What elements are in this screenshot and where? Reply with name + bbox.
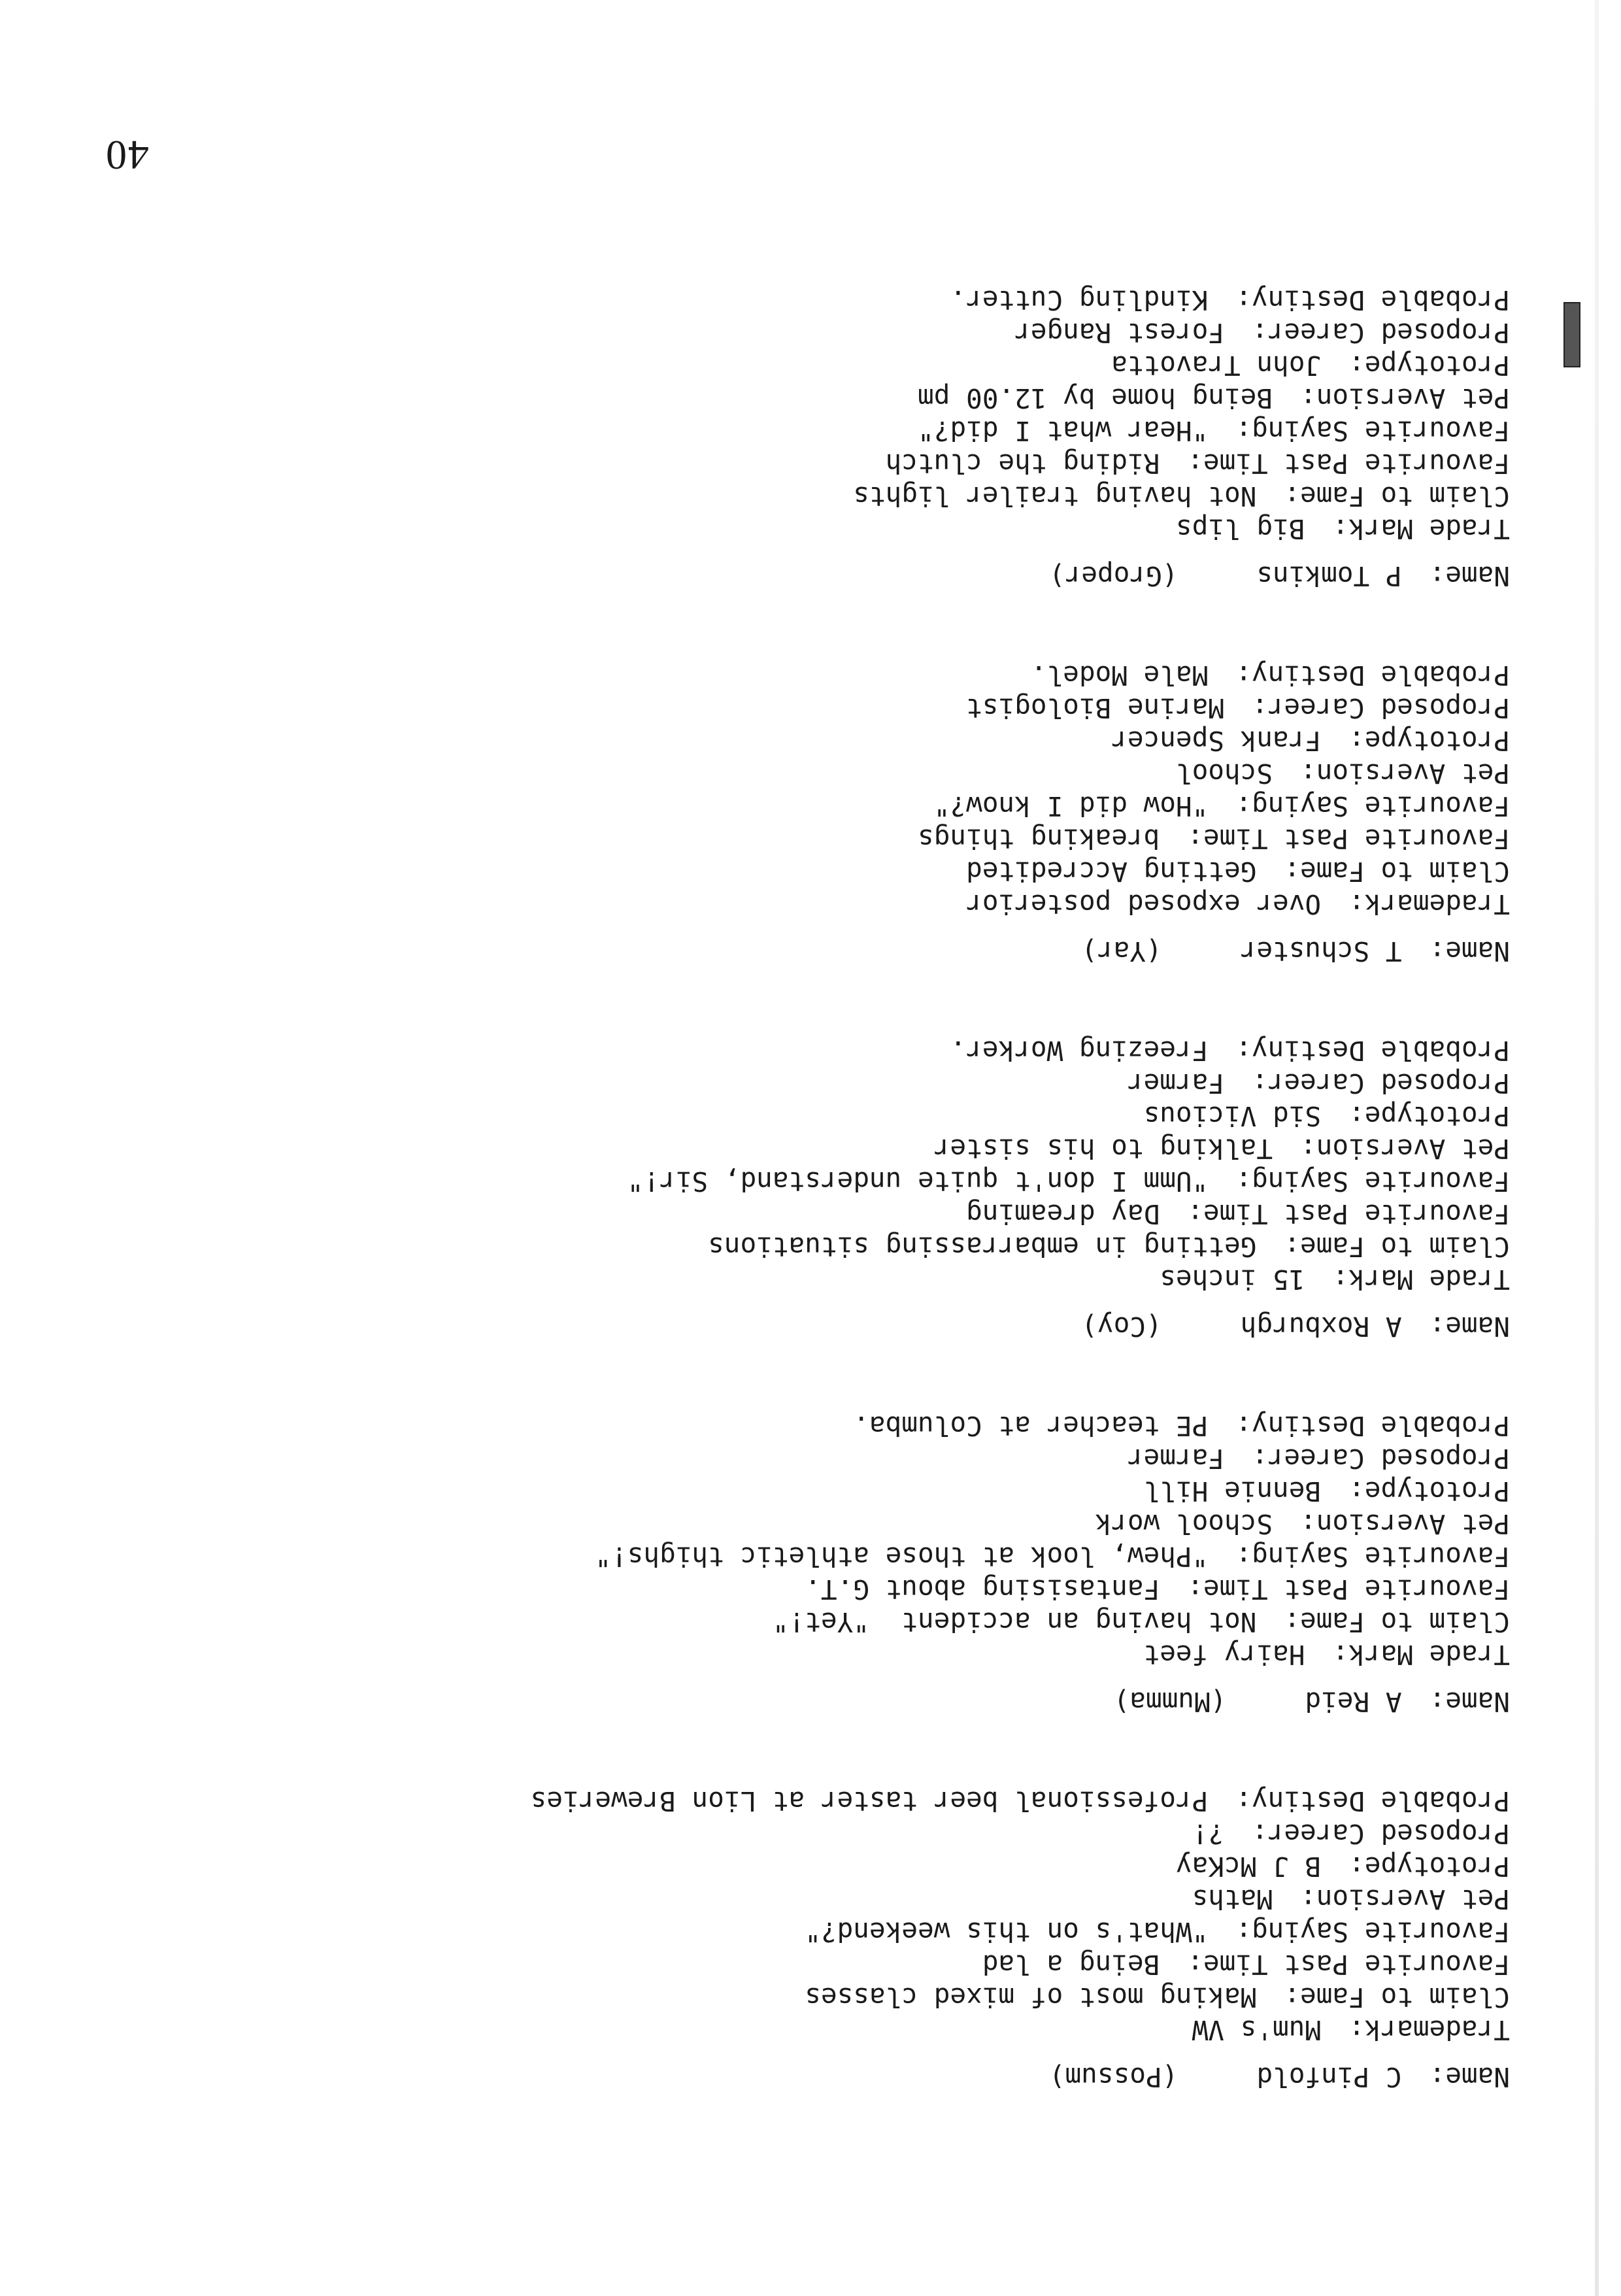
person-nickname: (Possum)	[1048, 2061, 1178, 2093]
field-value: Talking to his sister	[933, 1133, 1273, 1164]
profile-field	[268, 1410, 1510, 1442]
profile-field	[268, 414, 1510, 447]
profile-field	[268, 349, 1510, 382]
field-value: "Hear what I did?"	[918, 415, 1209, 447]
field-label: Pet Aversion:	[1300, 1508, 1510, 1540]
field-label: Favourite Saying:	[1235, 1166, 1510, 1197]
field-value: "Phew, look at those athletic thighs!"	[595, 1541, 1209, 1572]
profile-field	[268, 855, 1510, 888]
profile-field	[268, 1508, 1510, 1540]
field-label: Favourite Past Time:	[1187, 1198, 1510, 1230]
field-label: Claim to Fame:	[1284, 481, 1510, 512]
profile-field	[268, 692, 1510, 724]
person-nickname: (Coy)	[1081, 1311, 1162, 1342]
field-value: Being a lad	[982, 1949, 1160, 1980]
field-label: Favourite Saying:	[1235, 1541, 1510, 1572]
field-label: Trademark:	[1348, 2014, 1510, 2046]
field-label: Favourite Past Time:	[1187, 823, 1510, 854]
field-label: Favourite Saying:	[1235, 1916, 1510, 1948]
field-value: Getting Accredited	[966, 856, 1257, 887]
name-label: Name:	[1429, 936, 1510, 967]
profile-field	[268, 724, 1510, 757]
binding-edge	[1595, 0, 1599, 2296]
profile-field	[268, 1785, 1510, 1817]
profile-field	[268, 757, 1510, 790]
person-name: A Reid	[1305, 1686, 1402, 1717]
profile-field	[268, 513, 1510, 545]
profile-name-line	[268, 1310, 1510, 1343]
profile-field	[268, 1100, 1510, 1132]
field-label: Prototype:	[1348, 1476, 1510, 1507]
profile-field	[268, 1230, 1510, 1263]
field-value: Maths	[1192, 1883, 1273, 1915]
person-name: C Pinfold	[1256, 2061, 1402, 2093]
field-value: Not having an accident "Yet!"	[772, 1606, 1257, 1638]
field-value: Male Model.	[1030, 660, 1209, 691]
profile-field	[268, 1034, 1510, 1067]
profile-entry	[268, 284, 1510, 592]
field-value: Bennie Hill	[1143, 1476, 1322, 1507]
field-value: breaking things	[918, 823, 1160, 854]
field-label: Proposed Career:	[1252, 692, 1510, 724]
field-value: John Travotta	[1111, 350, 1322, 381]
profile-entry	[268, 1410, 1510, 1718]
name-label: Name:	[1429, 2061, 1510, 2093]
person-nickname: (Yar)	[1081, 936, 1162, 967]
field-value: "What's on this weekend?"	[805, 1916, 1209, 1948]
field-label: Proposed Career:	[1252, 1443, 1510, 1474]
person-name: P Tomkins	[1256, 560, 1402, 592]
person-name: T Schuster	[1240, 936, 1402, 967]
profile-field	[268, 1475, 1510, 1508]
field-label: Probable Destiny:	[1235, 1410, 1510, 1442]
field-value: Professional beer taster at Lion Breweries	[530, 1785, 1209, 1817]
profile-field	[268, 284, 1510, 316]
profile-field	[268, 1850, 1510, 1883]
name-label: Name:	[1429, 1311, 1510, 1342]
field-value: Sid Vicious	[1143, 1100, 1322, 1132]
field-label: Favourite Past Time:	[1187, 1949, 1510, 1980]
field-label: Prototype:	[1348, 1100, 1510, 1132]
field-label: Trade Mark:	[1332, 1264, 1510, 1295]
field-value: B J McKay	[1175, 1851, 1322, 1882]
field-value: 15 inches	[1160, 1264, 1305, 1295]
field-label: Pet Aversion:	[1300, 1883, 1510, 1915]
field-value: Being home by 12.00 pm	[918, 382, 1273, 414]
profiles-list	[268, 217, 1510, 2093]
profile-field	[268, 659, 1510, 692]
field-value: Hairy feet	[1143, 1639, 1305, 1670]
field-value: Getting in embarrassing situations	[708, 1231, 1257, 1262]
profile-field	[268, 1573, 1510, 1606]
field-value: Day dreaming	[966, 1198, 1160, 1230]
profile-field	[268, 1948, 1510, 1981]
field-label: Proposed Career:	[1252, 1068, 1510, 1099]
field-label: Claim to Fame:	[1284, 1606, 1510, 1638]
profile-field	[268, 1606, 1510, 1638]
person-nickname: (Groper)	[1048, 560, 1178, 592]
profile-entry	[268, 1034, 1510, 1343]
field-label: Probable Destiny:	[1235, 284, 1510, 316]
field-label: Proposed Career:	[1252, 1818, 1510, 1849]
profile-field	[268, 1883, 1510, 1916]
field-value: Frank Spencer	[1111, 725, 1322, 756]
field-value: PE teacher at Columba.	[853, 1410, 1209, 1442]
profile-field	[268, 1817, 1510, 1850]
field-value: Forest Ranger	[1014, 317, 1225, 348]
profile-name-line	[268, 2061, 1510, 2093]
profile-field	[268, 1165, 1510, 1198]
field-label: Prototype:	[1348, 1851, 1510, 1882]
person-nickname: (Mumma)	[1113, 1686, 1227, 1717]
field-label: Claim to Fame:	[1284, 856, 1510, 887]
field-label: Probable Destiny:	[1235, 660, 1510, 691]
profile-field	[268, 447, 1510, 480]
field-value: Not having trailer lights	[853, 481, 1257, 512]
field-value: "Umm I don't quite understand, Sir!"	[627, 1166, 1209, 1197]
name-label: Name:	[1429, 1686, 1510, 1717]
profile-field	[268, 480, 1510, 513]
profile-field	[268, 1198, 1510, 1230]
profile-field	[268, 1540, 1510, 1573]
profile-field	[268, 790, 1510, 822]
profile-entry	[268, 659, 1510, 968]
field-value: Over exposed posterior	[966, 888, 1322, 920]
page-number: 40	[105, 132, 149, 178]
profile-field	[268, 1916, 1510, 1948]
field-label: Trade Mark:	[1332, 513, 1510, 545]
field-label: Favourite Saying:	[1235, 790, 1510, 822]
profile-name-line	[268, 560, 1510, 592]
field-value: Marine Biologist	[966, 692, 1225, 724]
field-value: Kindling Cutter.	[950, 284, 1209, 316]
field-label: Proposed Career:	[1252, 317, 1510, 348]
field-value: Making most of mixed classes	[805, 1982, 1257, 2013]
profile-field	[268, 1442, 1510, 1475]
profile-entry	[268, 1785, 1510, 2093]
field-label: Favourite Saying:	[1235, 415, 1510, 447]
field-label: Pet Aversion:	[1300, 1133, 1510, 1164]
field-label: Probable Destiny:	[1235, 1785, 1510, 1817]
field-label: Trademark:	[1348, 888, 1510, 920]
field-value: ?!	[1192, 1818, 1225, 1849]
field-label: Pet Aversion:	[1300, 758, 1510, 789]
profile-name-line	[268, 935, 1510, 968]
profile-field	[268, 1067, 1510, 1100]
field-value: "How did I know?"	[933, 790, 1209, 822]
profile-field	[268, 1132, 1510, 1165]
field-value: Mum's VW	[1192, 2014, 1322, 2046]
field-value: Riding the clutch	[885, 448, 1160, 479]
profile-field	[268, 382, 1510, 414]
profile-field	[268, 888, 1510, 920]
field-value: Big lips	[1175, 513, 1305, 545]
field-label: Prototype:	[1348, 350, 1510, 381]
field-label: Trade Mark:	[1332, 1639, 1510, 1670]
field-label: Claim to Fame:	[1284, 1982, 1510, 2013]
profile-field	[268, 2014, 1510, 2046]
profile-field	[268, 822, 1510, 855]
field-value: School work	[1095, 1508, 1273, 1540]
scan-tab-mark	[1563, 302, 1580, 367]
field-label: Claim to Fame:	[1284, 1231, 1510, 1262]
profile-field	[268, 1981, 1510, 2014]
field-label: Pet Aversion:	[1300, 382, 1510, 414]
field-value: Freezing Worker.	[950, 1035, 1209, 1066]
field-label: Favourite Past Time:	[1187, 448, 1510, 479]
profile-field	[268, 1263, 1510, 1296]
person-name: A Roxburgh	[1240, 1311, 1402, 1342]
field-value: Farmer	[1127, 1443, 1225, 1474]
profile-field	[268, 1638, 1510, 1671]
field-label: Favourite Past Time:	[1187, 1574, 1510, 1605]
field-value: Fantasising about G.T.	[805, 1574, 1160, 1605]
name-label: Name:	[1429, 560, 1510, 592]
profile-field	[268, 316, 1510, 349]
field-value: Farmer	[1127, 1068, 1225, 1099]
field-value: School	[1175, 758, 1273, 789]
field-label: Probable Destiny:	[1235, 1035, 1510, 1066]
field-label: Prototype:	[1348, 725, 1510, 756]
profile-name-line	[268, 1685, 1510, 1718]
